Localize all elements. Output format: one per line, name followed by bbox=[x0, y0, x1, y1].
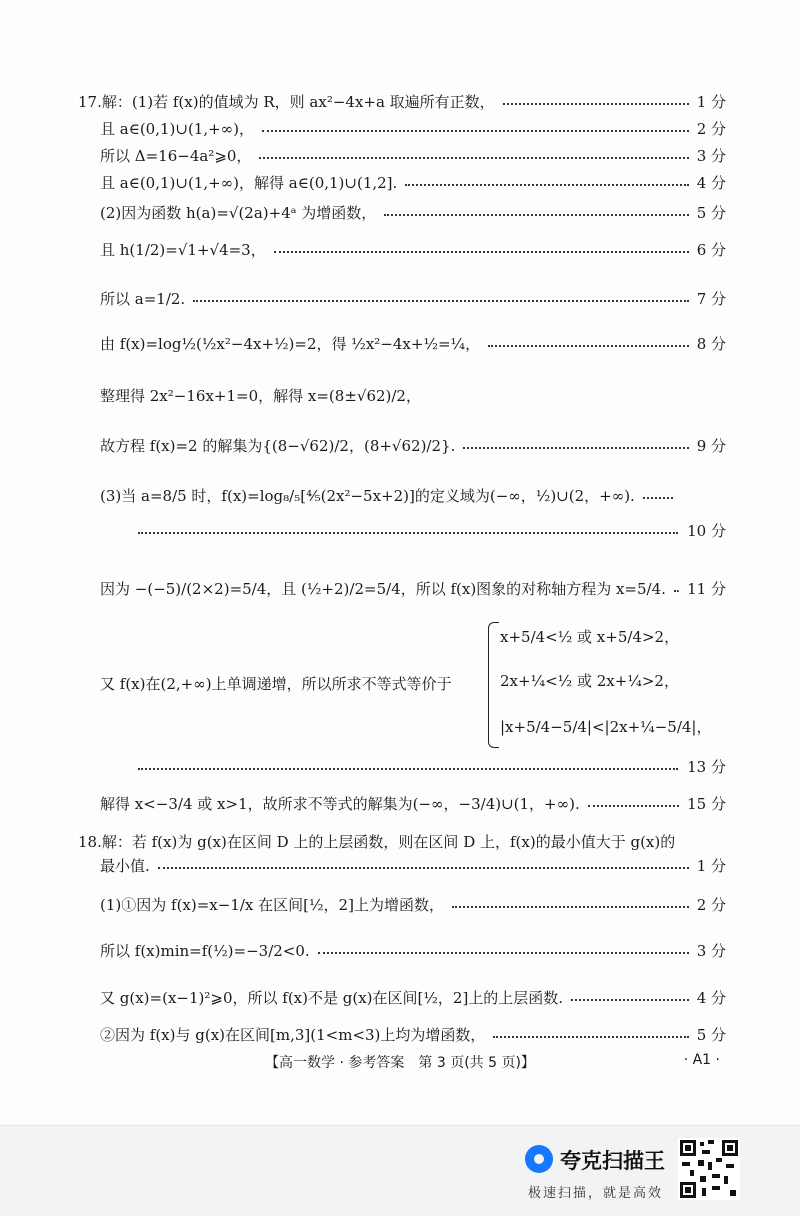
page-code: · A1 · bbox=[683, 1052, 720, 1068]
score-10: 10 分 bbox=[687, 522, 726, 540]
line-17-1: 17.解：(1)若 f(x)的值域为 R，则 ax²−4x+a 取遍所有正数， 1 分 bbox=[78, 92, 726, 111]
line-17-10: 故方程 f(x)=2 的解集为{(8−√62)/2，(8+√62)/2}. 9 分 bbox=[100, 436, 726, 455]
line-18-1: 18.解：若 f(x)为 g(x)在区间 D 上的上层函数，则在区间 D 上，f(x)的最小值大于 g(x)的 bbox=[78, 832, 676, 851]
score-13: 13 分 bbox=[687, 758, 726, 776]
line-17-7: 所以 a=1/2. 7 分 bbox=[100, 289, 726, 308]
line-18-6: ②因为 f(x)与 g(x)在区间[m,3](1<m<3)上均为增函数， 5 分 bbox=[100, 1025, 726, 1044]
line-17-13: 又 f(x)在(2,+∞)上单调递增，所以所求不等式等价于 bbox=[100, 674, 452, 693]
line-18-5: 又 g(x)=(x−1)²⩾0，所以 f(x)不是 g(x)在区间[½，2]上的上层函数. 4 分 bbox=[100, 988, 726, 1007]
scanner-logo-icon bbox=[525, 1145, 553, 1173]
line-18-3: (1)①因为 f(x)=x−1/x 在区间[½，2]上为增函数， 2 分 bbox=[100, 895, 726, 914]
line-17-11: (3)当 a=8/5 时，f(x)=log₈/₅[⅘(2x²−5x+2)]的定义域为(−∞，½)∪(2，+∞). bbox=[100, 482, 726, 508]
line-17-14: 解得 x<−3/4 或 x>1，故所求不等式的解集为(−∞，−3/4)∪(1，+∞). 15 分 bbox=[100, 794, 726, 813]
dotted-leader bbox=[138, 532, 678, 534]
scanner-brand: 夸克扫描王 bbox=[560, 1149, 665, 1173]
line-17-9: 整理得 2x²−16x+1=0，解得 x=(8±√62)/2， bbox=[100, 386, 421, 405]
line-17-8: 由 f(x)=log½(½x²−4x+½)=2，得 ½x²−4x+½=¼， 8 分 bbox=[100, 334, 726, 353]
line-17-4: 且 a∈(0,1)∪(1,+∞)，解得 a∈(0,1)∪(1,2]. 4 分 bbox=[100, 173, 726, 192]
page-footer: 【高一数学 · 参考答案 第 3 页(共 5 页)】 bbox=[265, 1055, 535, 1071]
case-1: x+5/4<½ 或 x+5/4>2， bbox=[500, 628, 680, 646]
case-2: 2x+¼<½ 或 2x+¼>2， bbox=[500, 672, 679, 690]
line-17-5: (2)因为函数 h(a)=√(2a)+4ᵃ 为增函数， 5 分 bbox=[100, 203, 726, 222]
line-17-12: 因为 −(−5)/(2×2)=5/4，且 (½+2)/2=5/4，所以 f(x)图象的对称轴方程为 x=5/4. 11 分 bbox=[100, 579, 726, 598]
system-brace bbox=[488, 622, 499, 748]
line-17-6: 且 h(1/2)=√1+√4=3， 6 分 bbox=[100, 240, 726, 259]
case-3: |x+5/4−5/4|<|2x+¼−5/4|， bbox=[500, 718, 712, 736]
qr-code-icon bbox=[678, 1138, 740, 1200]
line-18-2: 最小值. 1 分 bbox=[100, 856, 726, 875]
scanner-slogan: 极速扫描，就是高效 bbox=[528, 1186, 664, 1201]
line-18-4: 所以 f(x)min=f(½)=−3/2<0. 3 分 bbox=[100, 941, 726, 960]
line-17-3: 所以 Δ=16−4a²⩾0， 3 分 bbox=[100, 146, 726, 165]
line-17-2: 且 a∈(0,1)∪(1,+∞)， 2 分 bbox=[100, 119, 726, 138]
dotted-leader bbox=[138, 768, 678, 770]
